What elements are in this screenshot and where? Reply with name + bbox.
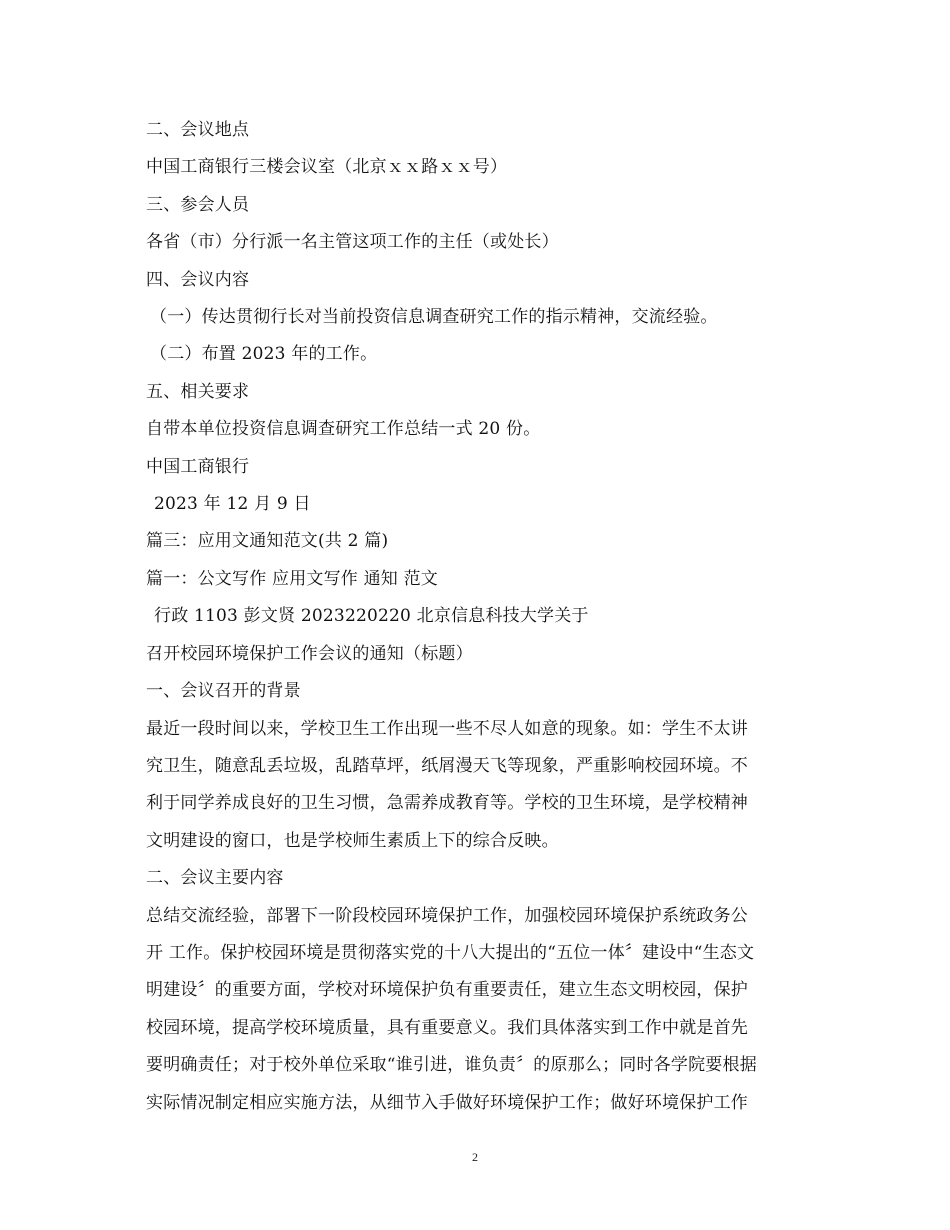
page-number: 2: [472, 1150, 478, 1164]
content-item-2: （二）布置 2023 年的工作。: [150, 344, 378, 365]
background-paragraph-line-1: 最近一段时间以来，学校卫生工作出现一些不尽人如意的现象。如：学生不太讲: [146, 718, 748, 739]
section-title-part3: 篇三：应用文通知范文(共 2 篇): [146, 531, 389, 552]
heading-background: 一、会议召开的背景: [146, 681, 301, 702]
main-content-paragraph-line-4: 校园环境，提高学校环境质量，具有重要意义。我们具体落实到工作中就是首先: [146, 1017, 748, 1038]
background-paragraph-line-2: 究卫生，随意乱丢垃圾，乱踏草坪，纸屑漫天飞等现象，严重影响校园环境。不: [146, 755, 748, 776]
heading-main-content: 二、会议主要内容: [146, 868, 284, 889]
heading-meeting-location: 二、会议地点: [146, 120, 250, 140]
content-item-1: （一）传达贯彻行长对当前投资信息调查研究工作的指示精神，交流经验。: [150, 307, 718, 328]
requirements-text: 自带本单位投资信息调查研究工作总结一式 20 份。: [146, 419, 541, 440]
main-content-paragraph-line-6: 实际情况制定相应实施方法，从细节入手做好环境保护工作；做好环境保护工作: [146, 1092, 748, 1113]
heading-requirements: 五、相关要求: [146, 381, 250, 402]
heading-meeting-content: 四、会议内容: [146, 269, 250, 290]
issuer-name: 中国工商银行: [146, 456, 250, 477]
main-content-paragraph-line-2: 开 工作。保护校园环境是贯彻落实党的十八大提出的“五位一体〞建设中“生态文: [146, 942, 755, 963]
main-content-paragraph-line-5: 要明确责任；对于校外单位采取“谁引进，谁负责〞的原那么；同时各学院要根据: [146, 1055, 757, 1076]
main-content-paragraph-line-3: 明建设〞的重要方面，学校对环境保护负有重要责任，建立生态文明校园，保护: [146, 980, 748, 1001]
meeting-location-text: 中国工商银行三楼会议室（北京ｘｘ路ｘｘ号）: [146, 157, 508, 178]
main-content-paragraph-line-1: 总结交流经验，部署下一阶段校园环境保护工作，加强校园环境保护系统政务公: [146, 905, 748, 926]
background-paragraph-line-4: 文明建设的窗口，也是学校师生素质上下的综合反映。: [146, 830, 559, 851]
issue-date: 2023 年 12 月 9 日: [154, 494, 311, 515]
notice-title: 召开校园环境保护工作会议的通知（标题）: [146, 643, 473, 664]
document-body: [146, 112, 811, 1122]
author-line: 行政 1103 彭文贤 2023220220 北京信息科技大学关于: [154, 606, 589, 627]
attendees-text: 各省（市）分行派一名主管这项工作的主任（或处长）: [146, 232, 559, 253]
background-paragraph-line-3: 利于同学养成良好的卫生习惯，急需养成教育等。学校的卫生环境，是学校精神: [146, 793, 748, 814]
section-title-part1: 篇一：公文写作 应用文写作 通知 范文: [146, 568, 439, 589]
heading-attendees: 三、参会人员: [146, 194, 250, 215]
